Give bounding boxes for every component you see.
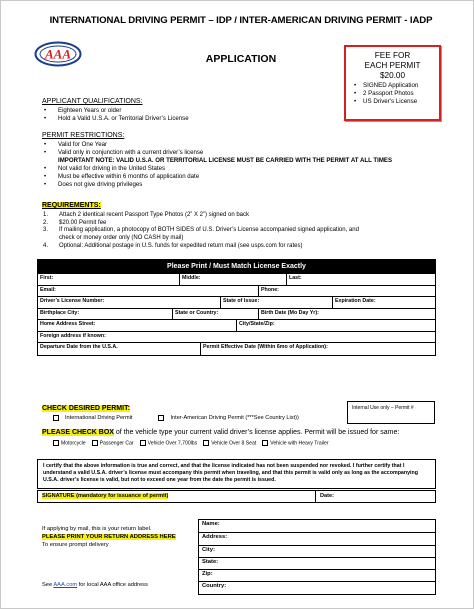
form-row-foreign <box>38 331 435 343</box>
return-line1: If applying by mail, this is your return label. <box>42 526 152 532</box>
aaa-link[interactable]: AAA.com <box>53 582 78 588</box>
restrictions-list <box>44 141 392 188</box>
vehicle-option[interactable] <box>262 440 328 446</box>
list-item: • Not valid for driving in the United States <box>44 165 392 173</box>
birth-date-field[interactable]: Birth Date (Mo Day Yr): <box>258 309 435 320</box>
vehicle-option-label: Vehicle Over 7,700lbs <box>147 440 198 447</box>
over-8-seat-checkbox[interactable] <box>203 440 209 446</box>
form-row-birth <box>38 308 435 320</box>
vehicle-option[interactable] <box>140 440 198 446</box>
return-name-field[interactable]: Name: <box>202 521 220 527</box>
vehicle-option-label: Motorcycle <box>61 440 86 447</box>
fee-title-line2: EACH PERMIT <box>364 61 421 70</box>
signature-field[interactable] <box>38 491 316 502</box>
list-item: • Valid for One Year <box>44 141 392 149</box>
list-item <box>43 220 473 228</box>
form-row-dates <box>38 342 435 355</box>
departure-date-field[interactable]: Departure Date from the U.S.A. <box>40 344 118 350</box>
vehicle-options <box>53 440 329 446</box>
list-item: • Valid only in conjunction with a current driver’s license <box>44 149 392 157</box>
heavy-trailer-checkbox[interactable] <box>262 440 268 446</box>
check-permit-heading <box>42 405 130 412</box>
vehicle-heading <box>42 429 399 436</box>
vehicle-heading-highlight: PLEASE CHECK BOX <box>42 429 114 436</box>
vehicle-option-label: Vehicle with Heavy Trailer <box>270 440 329 447</box>
return-label-instructions <box>42 525 176 550</box>
internal-use-label: Internal Use only – Permit # <box>352 405 414 411</box>
over-7700-checkbox[interactable] <box>140 440 146 446</box>
item-text: If mailing application, a photocopy of BOTH SIDES of U.S. Driver’s License accompanied signed application, and <box>59 227 359 234</box>
home-address-field[interactable]: Home Address Street: <box>40 321 96 327</box>
requirements-list <box>43 212 473 251</box>
first-name-field[interactable]: First: <box>40 275 54 281</box>
return-country-field[interactable]: Country: <box>199 581 435 593</box>
item-number: 4. <box>43 242 49 249</box>
requirements-heading-text: REQUIREMENTS: <box>42 202 101 209</box>
return-city-field[interactable]: City: <box>199 545 435 557</box>
internal-use-box <box>347 401 435 424</box>
birthplace-city-field[interactable]: Birthplace City: <box>40 309 80 316</box>
return-address-box <box>198 519 436 595</box>
document-header: INTERNATIONAL DRIVING PERMIT – IDP / INTER-AMERICAN DRIVING PERMIT - IADP <box>49 15 433 26</box>
fee-amount: $20.00 <box>379 71 406 80</box>
phone-field[interactable]: Phone: <box>258 286 435 297</box>
item-text: check or money order only (NO CASH by mail) <box>59 235 184 242</box>
vehicle-heading-text: of the vehicle type your current valid driver’s license applies. Permit will be issued for same: <box>113 429 400 436</box>
list-item <box>43 212 473 220</box>
return-state-field[interactable]: State: <box>199 557 435 569</box>
restrictions-heading: PERMIT RESTRICTIONS: <box>42 132 125 139</box>
iadp-label: Inter-American Driving Permit (***See Country List)) <box>170 415 299 421</box>
qualifications-list <box>44 107 189 123</box>
list-item: • Must be effective within 6 months of application date <box>44 173 392 181</box>
vehicle-option[interactable] <box>203 440 256 446</box>
form-row-address <box>38 319 435 331</box>
vehicle-option-label: Vehicle Over 8 Seat <box>211 440 257 447</box>
iadp-checkbox[interactable] <box>158 415 164 421</box>
aaa-logo <box>34 41 82 67</box>
logo-text: AAA <box>44 46 72 62</box>
item-number: 2. <box>43 219 49 226</box>
passenger-car-checkbox[interactable] <box>92 440 98 446</box>
middle-name-field[interactable]: Middle: <box>179 274 286 285</box>
check-permit-heading-text: CHECK DESIRED PERMIT: <box>42 405 130 412</box>
requirements-heading <box>42 202 101 209</box>
footer-note <box>42 582 148 588</box>
fee-item: • SIGNED Application <box>354 82 435 90</box>
return-line3: To ensure prompt delivery <box>42 542 109 549</box>
application-title: APPLICATION <box>205 53 277 65</box>
last-name-field[interactable]: Last: <box>286 274 435 285</box>
return-line2-text: PLEASE PRINT YOUR RETURN ADDRESS HERE <box>42 534 176 541</box>
state-or-country-field[interactable]: State or Country: <box>172 309 258 320</box>
list-item <box>43 235 473 243</box>
return-line2 <box>42 533 176 541</box>
state-of-issue-field[interactable]: State of Issue: <box>220 297 332 308</box>
footer-pre: See <box>42 582 54 588</box>
vehicle-option[interactable] <box>92 440 134 446</box>
idp-label: International Driving Permit <box>65 415 133 421</box>
effective-date-field[interactable]: Permit Effective Date (Within 6mo of Application): <box>200 343 435 355</box>
form-row-license <box>38 296 435 308</box>
certification-statement: I certify that the above information is true and correct, and that the license indicated has not been suspended nor revoked. I further certify that I understand a valid U.S.A. driver’s license must accompany this permit when traveling, and that this permit is valid only as long as the accompanying U.S.A. driver’s license is valid, but not to exceed one year from the date the permit is issued. <box>37 459 436 489</box>
signature-row <box>37 490 436 503</box>
important-note: IMPORTANT NOTE: VALID U.S.A. OR TERRITORIAL LICENSE MUST BE CARRIED WITH THE PERMIT AT ALL TIMES <box>58 156 393 164</box>
item-text: Optional: Additional postage in U.S. funds for expedited return mail (see usps.com for rates) <box>59 242 303 249</box>
form-row-name <box>38 273 435 285</box>
signature-label: SIGNATURE (mandatory for issuance of permit) <box>42 493 169 499</box>
foreign-address-field[interactable]: Foreign address if known: <box>40 332 106 339</box>
idp-checkbox[interactable] <box>53 415 59 421</box>
fee-item: • US Driver's License <box>354 98 435 106</box>
list-item: • Does not give driving privileges <box>44 181 392 189</box>
motorcycle-checkbox[interactable] <box>53 440 59 446</box>
vehicle-option-label: Passenger Car <box>99 440 134 447</box>
item-number: 1. <box>43 212 49 218</box>
expiration-date-field[interactable]: Expiration Date: <box>332 297 435 308</box>
fee-title-line1: FEE FOR <box>374 51 411 60</box>
return-address-field[interactable]: Address: <box>199 532 435 544</box>
footer-post: for local AAA office address <box>77 582 148 588</box>
form-row-contact <box>38 285 435 297</box>
permit-options <box>53 415 299 421</box>
list-item <box>43 243 473 251</box>
fee-box <box>344 45 441 121</box>
qualifications-heading: APPLICANT QUALIFICATIONS: <box>42 98 143 105</box>
applicant-form <box>37 259 436 356</box>
fee-items <box>350 82 435 107</box>
list-item: • Hold a Valid U.S.A. or Territorial Driver’s License <box>44 115 189 123</box>
signature-date-field[interactable]: Date: <box>320 493 334 499</box>
license-number-field[interactable]: Driver’s License Number: <box>40 298 105 304</box>
item-number: 3. <box>43 227 49 234</box>
fee-item: • 2 Passport Photos <box>354 90 435 98</box>
vehicle-option[interactable] <box>53 440 86 446</box>
form-title-bar: Please Print / Must Match License Exactly <box>38 260 435 273</box>
email-field[interactable]: Email: <box>40 286 56 293</box>
list-item <box>43 227 473 235</box>
item-text: $20.00 Permit fee <box>59 219 107 226</box>
city-state-zip-field[interactable]: City/State/Zip: <box>236 320 435 331</box>
return-zip-field[interactable]: Zip: <box>199 569 435 581</box>
list-item: • Eighteen Years or older <box>44 107 189 115</box>
item-text: Attach 2 identical recent Passport Type Photos (2” X 2”) signed on back <box>59 212 249 218</box>
